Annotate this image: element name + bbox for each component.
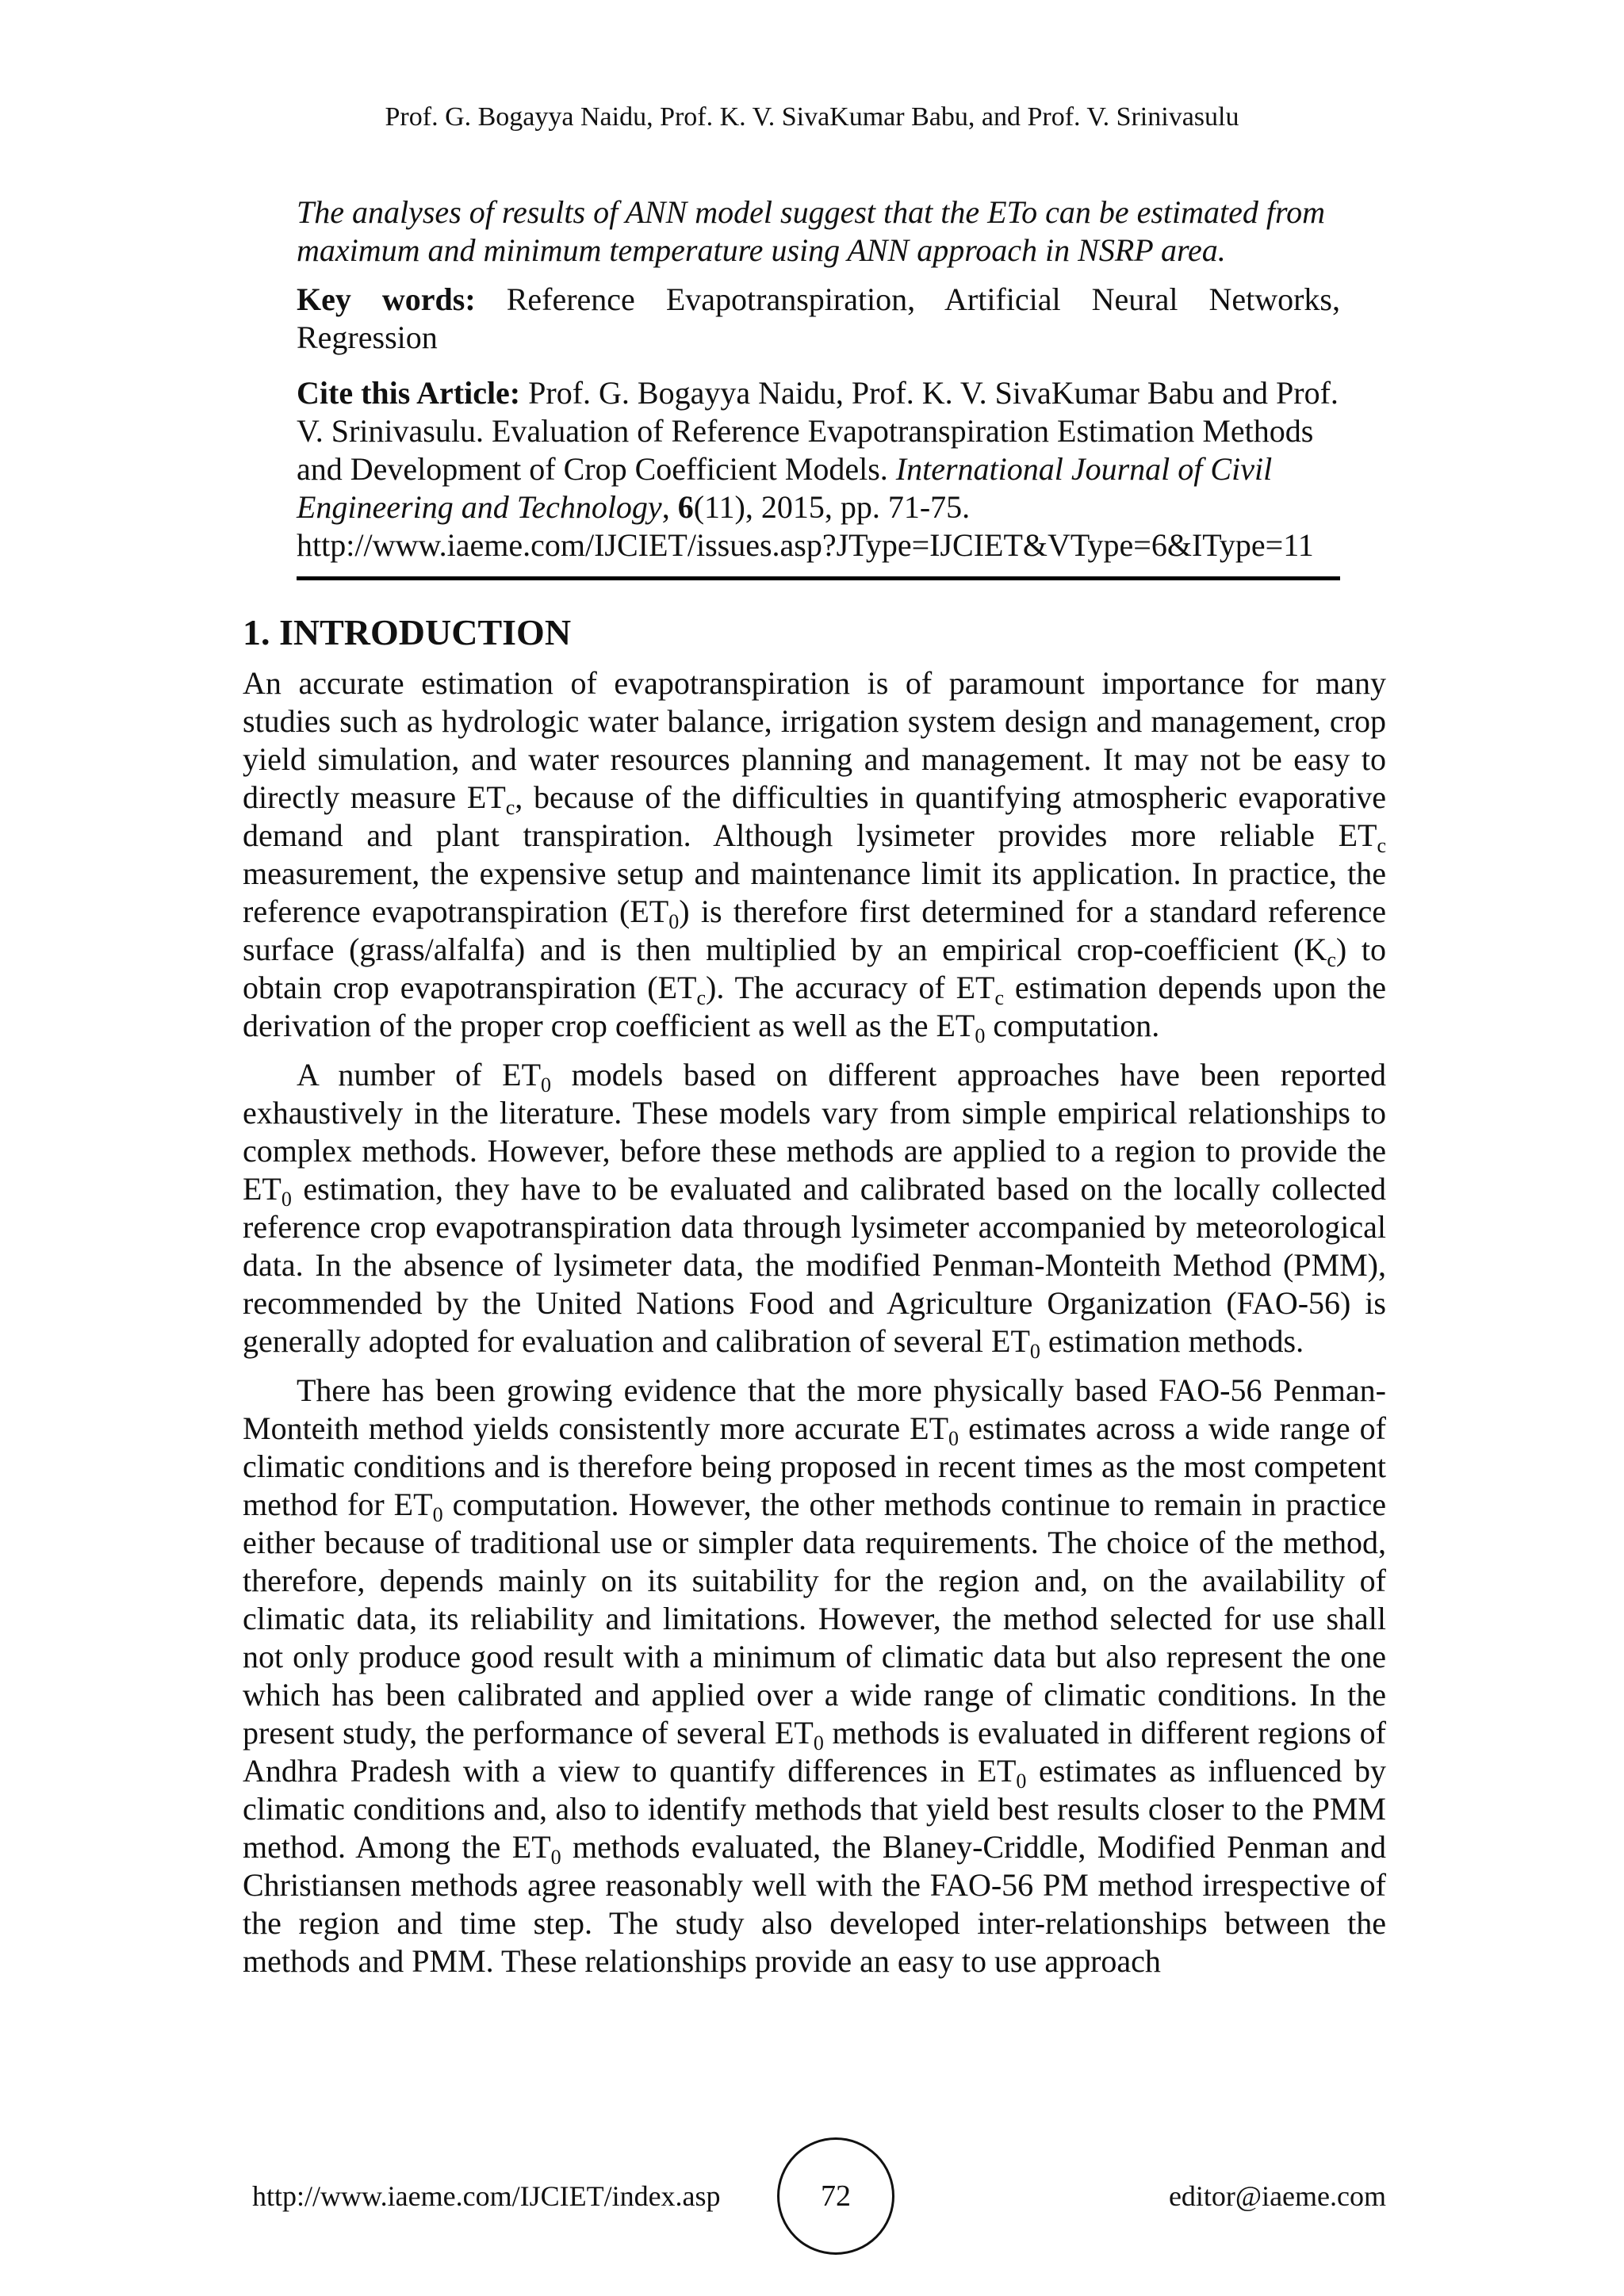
running-header-authors: Prof. G. Bogayya Naidu, Prof. K. V. SivaKumar Babu, and Prof. V. Srinivasulu bbox=[385, 102, 1239, 132]
subscript: 0 bbox=[1029, 1340, 1040, 1363]
footer-journal-url-link[interactable]: http://www.iaeme.com/IJCIET/index.asp bbox=[252, 2180, 721, 2212]
citation-volume: 6 bbox=[677, 489, 694, 525]
footer-email-link[interactable]: editor@iaeme.com bbox=[1168, 2180, 1386, 2212]
citation: Cite this Article: Prof. G. Bogayya Naidu, Prof. K. V. SivaKumar Babu and Prof. V. Srinivasulu. Evaluation of Reference Evapotranspiration Estimation Methods and Development of Crop Coefficient Models. International Journal of Civil Engineering and Technology, 6(11), 2015, pp. 71-75. http://www.iaeme.com/IJCIET/issues.asp?JType=IJCIET&VType=6&IType=11 bbox=[297, 374, 1340, 564]
citation-url-link[interactable]: http://www.iaeme.com/IJCIET/issues.asp?JType=IJCIET&VType=6&IType=11 bbox=[297, 527, 1314, 563]
keywords-label: Key words: bbox=[297, 281, 476, 317]
subscript: 0 bbox=[948, 1427, 959, 1450]
subscript: 0 bbox=[668, 910, 680, 933]
subscript: 0 bbox=[550, 1846, 561, 1869]
citation-text: Prof. G. Bogayya Naidu, Prof. K. V. SivaKumar Babu and Prof. V. Srinivasulu. Evaluation of Reference Evapotranspiration Estimation Methods and Development of Crop Coefficient Models. bbox=[297, 375, 1339, 487]
abstract-text: The analyses of results of ANN model suggest that the ETo can be estimated from maximum and minimum temperature using ANN approach in NSRP area. bbox=[297, 194, 1325, 268]
keywords-text: Reference Evapotranspiration, Artificial Neural Networks, Regression bbox=[297, 281, 1341, 355]
abstract-divider-rule bbox=[297, 576, 1340, 580]
subscript: c bbox=[696, 986, 707, 1009]
citation-issue-pages: (11), 2015, pp. 71-75. bbox=[693, 489, 971, 525]
subscript: 0 bbox=[975, 1024, 986, 1047]
subscript: c bbox=[505, 796, 515, 819]
subscript: 0 bbox=[281, 1188, 292, 1211]
subscript: 0 bbox=[1016, 1770, 1027, 1793]
body-paragraph: A number of $ET_0$ models based on different approaches have been reported exhaustively in the literature. These models vary from simple empirical relationships to complex methods. However, before these methods are applied to a region to provide the $ET_0$ estimation, they have to be evaluated and calibrated based on the locally collected reference crop evapotranspiration data through lysimeter accompanied by meteorological data. In the absence of lysimeter data, the modified Penman-Monteith Method (PMM), recommended by the United Nations Food and Agriculture Organization (FAO-56) is generally adopted for evaluation and calibration of several $ET_0$ estimation methods. bbox=[243, 1057, 1386, 1363]
citation-label: Cite this Article: bbox=[297, 375, 521, 411]
subscript: 0 bbox=[541, 1073, 552, 1096]
subscript: c bbox=[1377, 834, 1386, 857]
body-paragraph: An accurate estimation of evapotranspiration is of paramount importance for many studies such as hydrologic water balance, irrigation system design and management, crop yield simulation, and water resources planning and management. It may not be easy to directly measure $ET_c$, because of the difficulties in quantifying atmospheric evaporative demand and plant transpiration. Although lysimeter provides more reliable $ET_c$ measurement, the expensive setup and maintenance limit its application. In practice, the reference evapotranspiration $(ET_0)$ is therefore first determined for a standard reference surface (grass/alfalfa) and is then multiplied by an empirical crop-coefficient $(K_c)$ to obtain crop evapotranspiration $(ET_c)$. The accuracy of $ET_c$ estimation depends upon the derivation of the proper crop coefficient as well as the $ET_0$ computation. bbox=[243, 665, 1387, 1047]
body-paragraph: There has been growing evidence that the more physically based FAO-56 Penman-Monteith method yields consistently more accurate $ET_0$ estimates across a wide range of climatic conditions and is therefore being proposed in recent times as the most competent method for $ET_0$ computation. However, the other methods continue to remain in practice either because of traditional use or simpler data requirements. The choice of the method, therefore, depends mainly on its suitability for the region and, on the availability of climatic data, its reliability and limitations. However, the method selected for use shall not only produce good result with a minimum of climatic data but also represent the one which has been calibrated and applied over a wide range of climatic conditions. In the present study, the performance of several $ET_0$ methods is evaluated in different regions of Andhra Pradesh with a view to quantify differences in $ET_0$ estimates as influenced by climatic conditions and, also to identify methods that yield best results closer to the PMM method. Among the $ET_0$ methods evaluated, the Blaney-Criddle, Modified Penman and Christiansen methods agree reasonably well with the FAO-56 PM method irrespective of the region and time step. The study also developed inter-relationships between the methods and PMM. These relationships provide an easy to use approach bbox=[243, 1372, 1387, 1979]
subscript: 0 bbox=[432, 1503, 443, 1526]
citation-journal: International Journal of Civil Engineering and Technology bbox=[297, 451, 1273, 525]
subscript: c bbox=[1327, 948, 1336, 971]
keywords bbox=[297, 281, 1340, 357]
abstract-block bbox=[297, 193, 1340, 564]
section-heading: 1. INTRODUCTION bbox=[243, 612, 572, 652]
section-body bbox=[243, 664, 1386, 1992]
page-number: 72 bbox=[777, 2137, 894, 2255]
subscript: c bbox=[994, 986, 1005, 1009]
subscript: 0 bbox=[813, 1732, 824, 1755]
